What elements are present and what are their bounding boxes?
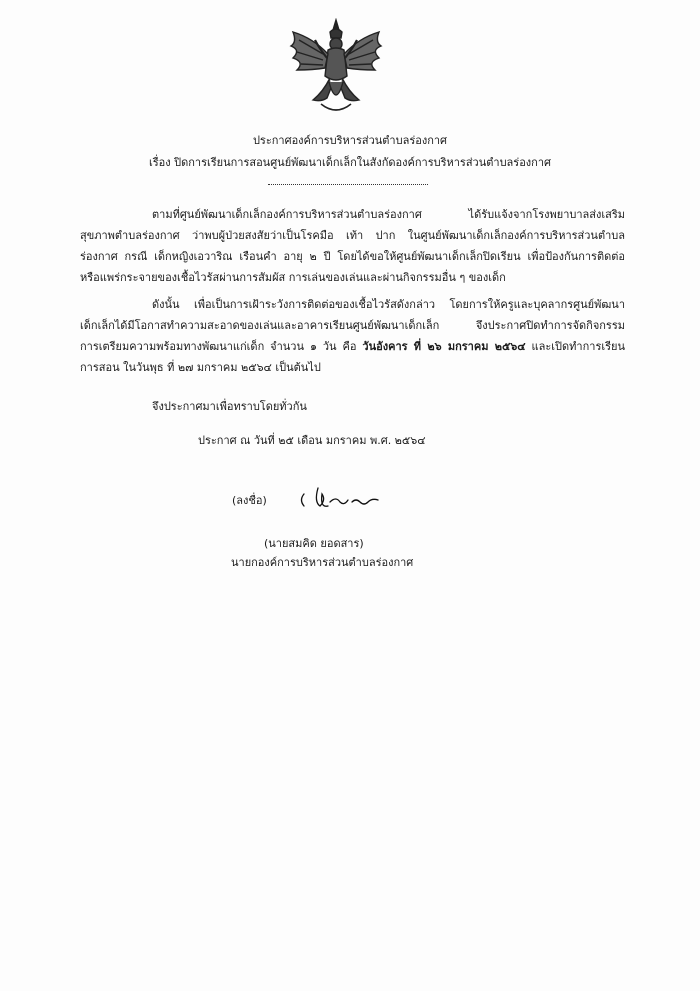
paragraph-1-line-1: ตามที่ศูนย์พัฒนาเด็กเล็กองค์การบริหารส่วนตำบลร่องกาศ ได้รับแจ้งจากโรงพยาบาลส่งเสริม: [152, 208, 625, 221]
garuda-emblem-icon: [283, 18, 389, 118]
paragraph-2-line-3-text: การเตรียมความพร้อมทางพัฒนาแก่เด็ก จำนวน ๑ วัน คือ: [80, 340, 363, 353]
announcement-subject: เรื่อง ปิดการเรียนการสอนศูนย์พัฒนาเด็กเล็กในสังกัดองค์การบริหารส่วนตำบลร่องกาศ: [148, 156, 552, 169]
paragraph-2-line-1: ดังนั้น เพื่อเป็นการเฝ้าระวังการติดต่อของเชื้อไวรัสดังกล่าว โดยการให้ครูและบุคลากรศูนย์พัฒนา: [152, 298, 625, 311]
paragraph-1-line-4: หรือแพร่กระจายของเชื้อไวรัสผ่านการสัมผัส การเล่นของเล่นและผ่านกิจกรรมอื่น ๆ ของเด็ก: [80, 271, 506, 284]
announcement-date: ประกาศ ณ วันที่ ๒๕ เดือน มกราคม พ.ศ. ๒๕๖๔: [198, 434, 426, 447]
paragraph-2-line-3-tail: และเปิดทำการเรียน: [525, 340, 625, 353]
signer-position: นายกองค์การบริหารส่วนตำบลร่องกาศ: [231, 556, 414, 569]
signer-name: (นายสมคิด ยอดสาร): [264, 537, 364, 550]
paragraph-1-line-2: สุขภาพตำบลร่องกาศ ว่าพบผู้ป่วยสงสัยว่าเป็นโรคมือ เท้า ปาก ในศูนย์พัฒนาเด็กเล็กองค์การบริหารส่วนตำบล: [80, 229, 625, 242]
dotted-divider: [268, 184, 428, 185]
paragraph-1-line-3: ร่องกาศ กรณี เด็กหญิงเอวาริณ เรือนคำ อายุ ๒ ปี โดยได้ขอให้ศูนย์พัฒนาเด็กเล็กปิดเรียน เพื่อป้องกันการติดต่อ: [80, 250, 625, 263]
closure-date: วันอังคาร ที่ ๒๖ มกราคม ๒๕๖๔: [362, 340, 526, 353]
paragraph-2-line-2: เด็กเล็กได้มีโอกาสทำความสะอาดของเล่นและอาคารเรียนศูนย์พัฒนาเด็กเล็ก จึงประกาศปิดทำการจัดกิจกรรม: [80, 319, 625, 332]
paragraph-2-line-3: [80, 340, 625, 354]
signature-icon: [296, 484, 386, 516]
announcement-title: ประกาศองค์การบริหารส่วนตำบลร่องกาศ: [252, 134, 448, 147]
paragraph-2-line-4: การสอน ในวันพุธ ที่ ๒๗ มกราคม ๒๕๖๔ เป็นต้นไป: [80, 361, 321, 374]
paragraph-3: จึงประกาศมาเพื่อทราบโดยทั่วกัน: [152, 400, 307, 413]
sign-label: (ลงชื่อ): [232, 494, 267, 507]
